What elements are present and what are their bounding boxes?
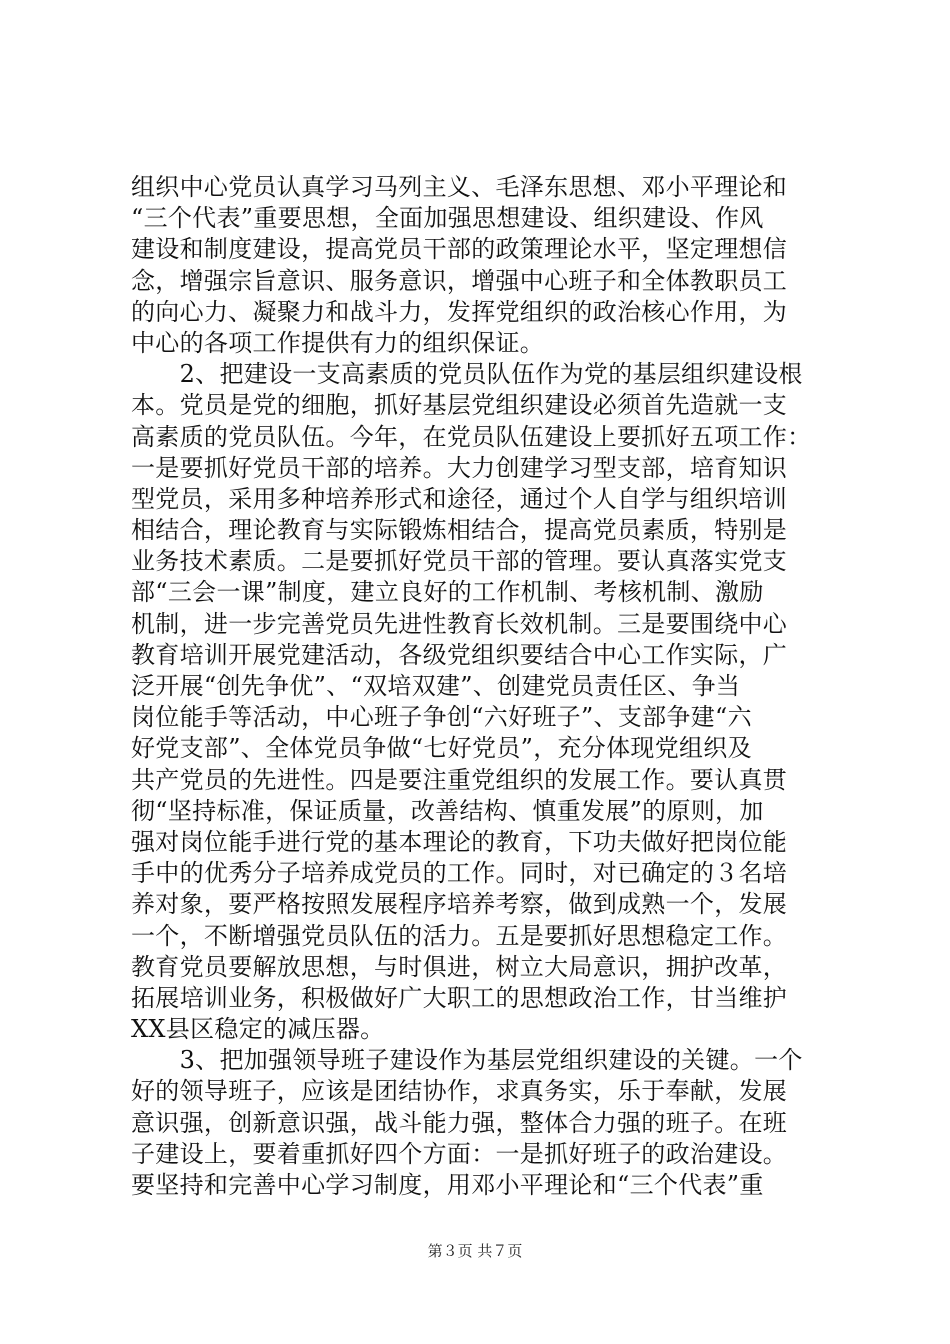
text-line: 教育党员要解放思想，与时俱进，树立大局意识，拥护改革， bbox=[131, 952, 788, 981]
page-number-footer: 第３页 共７页 bbox=[427, 1242, 523, 1260]
text-line: 建设和制度建设，提高党员干部的政策理论水平，坚定理想信 bbox=[131, 235, 788, 264]
text-line: “三个代表”重要思想，全面加强思想建设、组织建设、作风 bbox=[131, 204, 764, 233]
text-line: 要坚持和完善中心学习制度，用邓小平理论和“三个代表”重 bbox=[131, 1171, 764, 1199]
text-line: 意识强，创新意识强，战斗能力强，整体合力强的班子。在班 bbox=[131, 1108, 788, 1137]
text-line: 彻“坚持标准，保证质量，改善结构、慎重发展”的原则，加 bbox=[131, 796, 764, 825]
text-line: 组织中心党员认真学习马列主义、毛泽东思想、邓小平理论和 bbox=[131, 173, 788, 201]
text-line: 共产党员的先进性。四是要注重党组织的发展工作。要认真贯 bbox=[131, 765, 788, 794]
text-line: 泛开展“创先争优”、“双培双建”、创建党员责任区、争当 bbox=[131, 672, 741, 700]
text-line: 好党支部”、全体党员争做“七好党员”，充分体现党组织及 bbox=[131, 734, 752, 763]
text-line: XX县区稳定的减压器。 bbox=[131, 1015, 385, 1044]
text-line: 强对岗位能手进行党的基本理论的教育，下功夫做好把岗位能 bbox=[131, 827, 788, 856]
text-line: 拓展培训业务，积极做好广大职工的思想政治工作，甘当维护 bbox=[131, 983, 788, 1012]
text-line: 业务技术素质。二是要抓好党员干部的管理。要认真落实党支 bbox=[131, 547, 788, 576]
text-line: 部“三会一课”制度，建立良好的工作机制、考核机制、激励 bbox=[131, 578, 764, 607]
text-line: 中心的各项工作提供有力的组织保证。 bbox=[131, 328, 545, 357]
text-line: 教育培训开展党建活动，各级党组织要结合中心工作实际，广 bbox=[131, 640, 788, 669]
text-line: 的向心力、凝聚力和战斗力，发挥党组织的政治核心作用，为 bbox=[131, 297, 788, 326]
text-line: 2、把建设一支高素质的党员队伍作为党的基层组织建设根 bbox=[131, 360, 803, 389]
text-line: 高素质的党员队伍。今年，在党员队伍建设上要抓好五项工作： bbox=[131, 422, 812, 451]
text-line: 一个，不断增强党员队伍的活力。五是要抓好思想稳定工作。 bbox=[131, 921, 788, 950]
text-line: 一是要抓好党员干部的培养。大力创建学习型支部，培育知识 bbox=[131, 453, 788, 482]
text-line: 念，增强宗旨意识、服务意识，增强中心班子和全体教职员工 bbox=[131, 266, 788, 295]
text-line: 岗位能手等活动，中心班子争创“六好班子”、支部争建“六 bbox=[131, 703, 752, 732]
document-body bbox=[131, 172, 831, 1201]
text-line: 相结合，理论教育与实际锻炼相结合，提高党员素质，特别是 bbox=[131, 516, 788, 545]
text-line: 手中的优秀分子培养成党员的工作。同时，对已确定的３名培 bbox=[131, 859, 788, 888]
text-line: 子建设上，要着重抓好四个方面：一是抓好班子的政治建设。 bbox=[131, 1139, 788, 1168]
text-line: 3、把加强领导班子建设作为基层党组织建设的关键。一个 bbox=[131, 1046, 803, 1075]
text-line: 型党员，采用多种培养形式和途径，通过个人自学与组织培训 bbox=[131, 484, 788, 513]
text-line: 本。党员是党的细胞，抓好基层党组织建设必须首先造就一支 bbox=[131, 391, 788, 420]
text-line: 养对象，要严格按照发展程序培养考察，做到成熟一个，发展 bbox=[131, 890, 788, 919]
text-line: 好的领导班子，应该是团结协作，求真务实，乐于奉献，发展 bbox=[131, 1077, 788, 1106]
text-line: 机制，进一步完善党员先进性教育长效机制。三是要围绕中心 bbox=[131, 609, 788, 638]
